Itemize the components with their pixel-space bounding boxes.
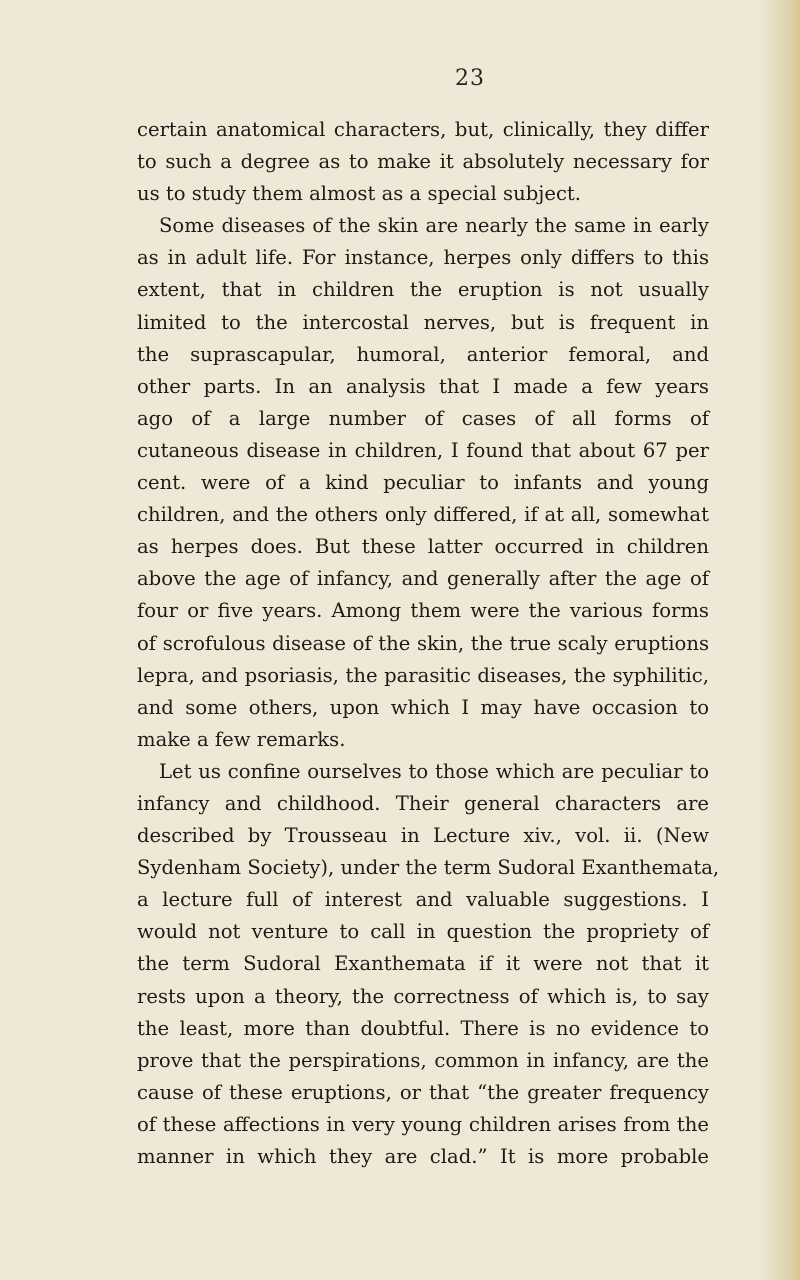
text-line: infancy and childhood. Their general characters are: [137, 791, 709, 815]
text-line: as in adult life. For instance, herpes only differs to this: [137, 246, 709, 270]
text-line: would not venture to call in question the propriety of: [137, 920, 709, 944]
body-text: [137, 114, 720, 1173]
text-line: a lecture full of interest and valuable suggestions. I: [137, 888, 709, 912]
text-line: Some diseases of the skin are nearly the same in early: [159, 214, 709, 238]
text-line: of these affections in very young children arises from the: [137, 1112, 709, 1136]
text-line: make a few remarks.: [137, 727, 346, 751]
text-line: prove that the perspirations, common in infancy, are the: [137, 1048, 709, 1072]
text-line: extent, that in children the eruption is not usually: [137, 278, 709, 302]
text-line: cutaneous disease in children, I found that about 67 per: [137, 438, 709, 462]
text-line: to such a degree as to make it absolutely necessary for: [137, 150, 709, 174]
text-line: rests upon a theory, the correctness of which is, to say: [137, 984, 709, 1008]
text-line: limited to the intercostal nerves, but is frequent in: [137, 310, 709, 334]
text-line: certain anatomical characters, but, clinically, they differ: [137, 118, 709, 141]
text-line: the least, more than doubtful. There is no evidence to: [137, 1016, 709, 1040]
text-line: cent. were of a kind peculiar to infants and young: [137, 471, 709, 495]
text-line: as herpes does. But these latter occurred in children: [137, 535, 709, 559]
text-line: four or five years. Among them were the various forms: [137, 599, 709, 623]
text-line: the suprascapular, humoral, anterior femoral, and: [137, 342, 709, 366]
text-line: Let us confine ourselves to those which are peculiar to: [159, 759, 709, 783]
text-line: cause of these eruptions, or that “the greater frequency: [137, 1080, 709, 1104]
text-line: lepra, and psoriasis, the parasitic diseases, the syphilitic,: [137, 663, 709, 687]
text-line: of scrofulous disease of the skin, the true scaly eruptions: [137, 631, 709, 655]
text-line: the term Sudoral Exanthemata if it were not that it: [137, 952, 709, 976]
text-line: Sydenham Society), under the term Sudoral Exanthemata,: [137, 856, 720, 880]
text-line: above the age of infancy, and generally after the age of: [137, 567, 709, 591]
text-line: manner in which they are clad.” It is more probable: [137, 1145, 709, 1168]
page-number: 23: [455, 66, 485, 91]
text-line: us to study them almost as a special subject.: [137, 182, 582, 206]
text-line: ago of a large number of cases of all forms of: [137, 406, 709, 430]
text-line: other parts. In an analysis that I made a few years: [137, 374, 709, 398]
text-line: and some others, upon which I may have occasion to: [137, 695, 709, 719]
text-line: described by Trousseau in Lecture xiv., vol. ii. (New: [137, 824, 709, 848]
text-line: children, and the others only differed, if at all, somewhat: [137, 503, 709, 527]
